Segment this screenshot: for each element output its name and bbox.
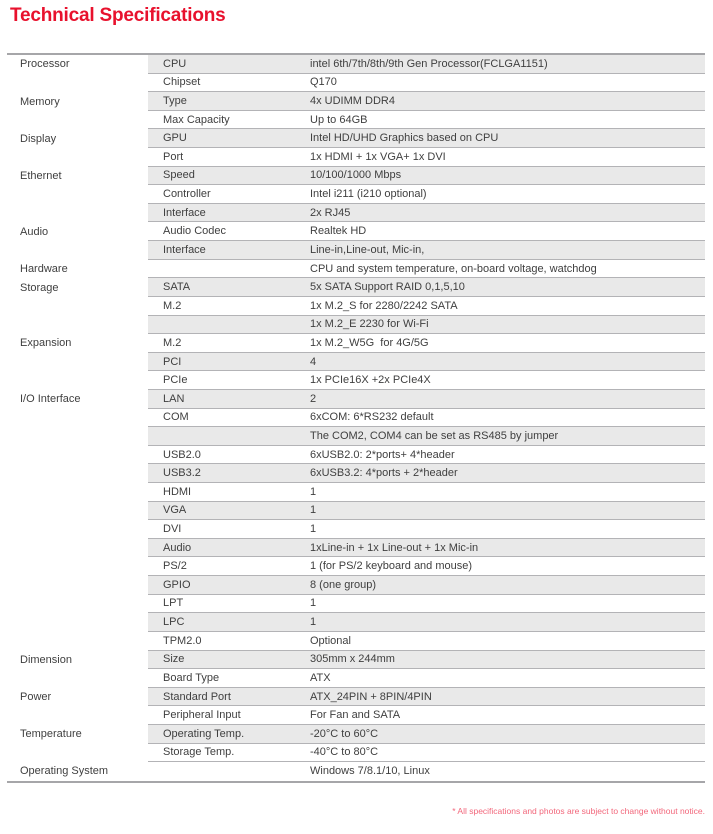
category-cell [7,502,148,521]
spec-value-cell: 1 [310,485,317,498]
spec-cells [148,595,705,614]
spec-label-cell: Standard Port [163,690,231,703]
spec-value-cell: 1x HDMI + 1x VGA+ 1x DVI [310,150,446,163]
table-row [7,148,705,167]
spec-cells [148,502,705,521]
spec-cells [148,446,705,465]
spec-cells [148,669,705,688]
table-row [7,278,705,297]
spec-cells [148,204,705,223]
table-row [7,222,705,241]
category-cell: Hardware [7,260,148,279]
category-cell: Dimension [7,651,148,670]
spec-value-cell: Intel HD/UHD Graphics based on CPU [310,132,499,145]
category-cell: Processor [7,55,148,74]
category-cell [7,576,148,595]
category-cell: Memory [7,92,148,111]
spec-cells [148,334,705,353]
spec-label-cell: LAN [163,392,185,405]
spec-value-cell: 1x M.2_W5G for 4G/5G [310,336,429,349]
spec-label-cell: DVI [163,523,182,536]
footer-disclaimer: * All specifications and photos are subject to change without notice. [452,806,705,816]
spec-label-cell: Peripheral Input [163,709,241,722]
spec-value-cell: 2x RJ45 [310,206,351,219]
spec-value-cell: 6xCOM: 6*RS232 default [310,411,434,424]
spec-value-cell: 6xUSB2.0: 2*ports+ 4*header [310,448,455,461]
spec-value-cell: 1xLine-in + 1x Line-out + 1x Mic-in [310,541,479,554]
table-row [7,297,705,316]
category-cell [7,297,148,316]
spec-value-cell: -20°C to 60°C [310,727,379,740]
spec-value-cell: ATX_24PIN + 8PIN/4PIN [310,690,432,703]
spec-value-cell: 10/100/1000 Mbps [310,169,402,182]
spec-value-cell: 1 [310,597,317,610]
spec-value-cell: intel 6th/7th/8th/9th Gen Processor(FCLGA1151) [310,57,548,70]
spec-label-cell: Operating Temp. [163,727,245,740]
category-cell [7,520,148,539]
spec-value-cell: -40°C to 80°C [310,746,379,759]
spec-cells [148,576,705,595]
spec-label-cell: Audio [163,541,192,554]
table-row [7,390,705,409]
spec-value-cell: 2 [310,392,317,405]
spec-cells [148,427,705,446]
spec-value-cell: Up to 64GB [310,113,368,126]
category-cell [7,353,148,372]
table-row [7,483,705,502]
spec-cells [148,55,705,74]
table-row [7,651,705,670]
table-row [7,446,705,465]
spec-value-cell: 4x UDIMM DDR4 [310,95,395,108]
spec-value-cell: 1x M.2_E 2230 for Wi-Fi [310,318,429,331]
spec-value-cell: Intel i211 (i210 optional) [310,188,427,201]
spec-label-cell: PS/2 [163,560,187,573]
table-row [7,762,705,781]
category-cell [7,148,148,167]
spec-label-cell: HDMI [163,485,192,498]
table-row [7,744,705,763]
spec-label-cell: GPIO [163,578,191,591]
table-row [7,464,705,483]
table-row [7,576,705,595]
spec-label-cell [148,762,310,781]
category-cell [7,185,148,204]
category-cell [7,632,148,651]
spec-label-cell: USB2.0 [163,448,201,461]
spec-label-cell: VGA [163,504,187,517]
spec-value-cell: 1 [310,616,317,629]
table-row [7,353,705,372]
spec-value-cell: Q170 [310,76,337,89]
spec-value-cell: CPU and system temperature, on-board voltage, watchdog [310,262,597,275]
table-row [7,92,705,111]
spec-value-cell: The COM2, COM4 can be set as RS485 by jumper [310,429,559,442]
spec-label-cell: COM [163,411,189,424]
category-cell [7,371,148,390]
spec-value-cell: 4 [310,355,317,368]
category-cell: Display [7,129,148,148]
category-cell: Storage [7,278,148,297]
category-cell: Temperature [7,725,148,744]
spec-label-cell: CPU [163,57,187,70]
category-cell [7,744,148,763]
spec-label-cell: LPT [163,597,184,610]
spec-cells [148,371,705,390]
table-row [7,409,705,428]
spec-label-cell: Board Type [163,671,220,684]
spec-cells [148,185,705,204]
category-cell [7,427,148,446]
category-cell [7,409,148,428]
spec-cells [148,74,705,93]
spec-cells [148,744,705,763]
spec-value-cell: ATX [310,671,331,684]
spec-value-cell: Line-in,Line-out, Mic-in, [310,243,425,256]
table-row [7,111,705,130]
spec-label-cell: Size [163,653,185,666]
spec-cells [148,539,705,558]
spec-label-cell: Max Capacity [163,113,230,126]
table-row [7,595,705,614]
category-cell [7,539,148,558]
spec-label-cell: Audio Codec [163,225,226,238]
spec-label-cell: M.2 [163,336,182,349]
table-row [7,204,705,223]
spec-cells [148,316,705,335]
category-cell: I/O Interface [7,390,148,409]
spec-cells [148,111,705,130]
category-cell: Ethernet [7,167,148,186]
spec-label-cell: PCIe [163,374,188,387]
spec-cells [148,241,705,260]
spec-cells [148,651,705,670]
category-cell: Audio [7,222,148,241]
spec-label-cell: GPU [163,132,187,145]
spec-cells [148,725,705,744]
table-row [7,167,705,186]
spec-cells [148,762,705,781]
spec-value-cell: Realtek HD [310,225,367,238]
table-row [7,185,705,204]
category-cell [7,241,148,260]
category-cell [7,595,148,614]
category-cell [7,613,148,632]
spec-cells [148,632,705,651]
spec-label-cell [148,316,310,334]
spec-cells [148,129,705,148]
category-cell [7,669,148,688]
spec-label-cell: M.2 [163,299,182,312]
spec-label-cell: Interface [163,243,206,256]
category-cell: Expansion [7,334,148,353]
category-cell [7,204,148,223]
table-row [7,241,705,260]
category-cell [7,706,148,725]
spec-value-cell: 1 [310,523,317,536]
spec-value-cell: For Fan and SATA [310,709,401,722]
spec-label-cell [148,260,310,278]
spec-cells [148,483,705,502]
spec-value-cell: 1 [310,504,317,517]
category-cell [7,74,148,93]
spec-value-cell: 1x PCIe16X +2x PCIe4X [310,374,431,387]
category-cell [7,111,148,130]
category-cell [7,446,148,465]
spec-value-cell: Optional [310,634,351,647]
spec-cells [148,260,705,279]
table-row [7,688,705,707]
spec-table [7,53,705,783]
spec-cells [148,278,705,297]
spec-label-cell [148,427,310,445]
spec-cells [148,92,705,111]
table-row [7,334,705,353]
page-title: Technical Specifications [10,5,226,26]
spec-label-cell: Interface [163,206,206,219]
table-row [7,74,705,93]
spec-cells [148,706,705,725]
spec-cells [148,222,705,241]
table-row [7,632,705,651]
spec-cells [148,688,705,707]
spec-label-cell: SATA [163,281,191,294]
spec-cells [148,148,705,167]
table-row [7,260,705,279]
category-cell [7,464,148,483]
spec-value-cell: 1 (for PS/2 keyboard and mouse) [310,560,473,573]
table-row [7,706,705,725]
table-row [7,669,705,688]
table-row [7,539,705,558]
spec-label-cell: Type [163,95,187,108]
spec-cells [148,557,705,576]
spec-cells [148,409,705,428]
spec-cells [148,167,705,186]
spec-cells [148,613,705,632]
spec-value-cell: 5x SATA Support RAID 0,1,5,10 [310,281,465,294]
table-row [7,520,705,539]
category-cell [7,316,148,335]
spec-label-cell: Speed [163,169,195,182]
table-row [7,613,705,632]
spec-label-cell: TPM2.0 [163,634,202,647]
category-cell [7,557,148,576]
table-row [7,557,705,576]
table-row [7,427,705,446]
category-cell [7,483,148,502]
spec-value-cell: Windows 7/8.1/10, Linux [310,765,430,778]
spec-cells [148,464,705,483]
spec-cells [148,353,705,372]
spec-label-cell: LPC [163,616,185,629]
table-row [7,55,705,74]
spec-label-cell: USB3.2 [163,467,201,480]
spec-label-cell: Port [163,150,184,163]
category-cell: Operating System [7,762,148,781]
spec-label-cell: PCI [163,355,182,368]
spec-value-cell: 1x M.2_S for 2280/2242 SATA [310,299,458,312]
spec-value-cell: 6xUSB3.2: 4*ports + 2*header [310,467,458,480]
table-row [7,725,705,744]
spec-value-cell: 8 (one group) [310,578,377,591]
spec-cells [148,297,705,316]
spec-label-cell: Controller [163,188,211,201]
table-row [7,502,705,521]
spec-label-cell: Chipset [163,76,201,89]
spec-label-cell: Storage Temp. [163,746,235,759]
spec-cells [148,520,705,539]
table-row [7,129,705,148]
spec-table-body [7,55,705,781]
category-cell: Power [7,688,148,707]
spec-value-cell: 305mm x 244mm [310,653,395,666]
table-row [7,371,705,390]
table-row [7,316,705,335]
spec-cells [148,390,705,409]
